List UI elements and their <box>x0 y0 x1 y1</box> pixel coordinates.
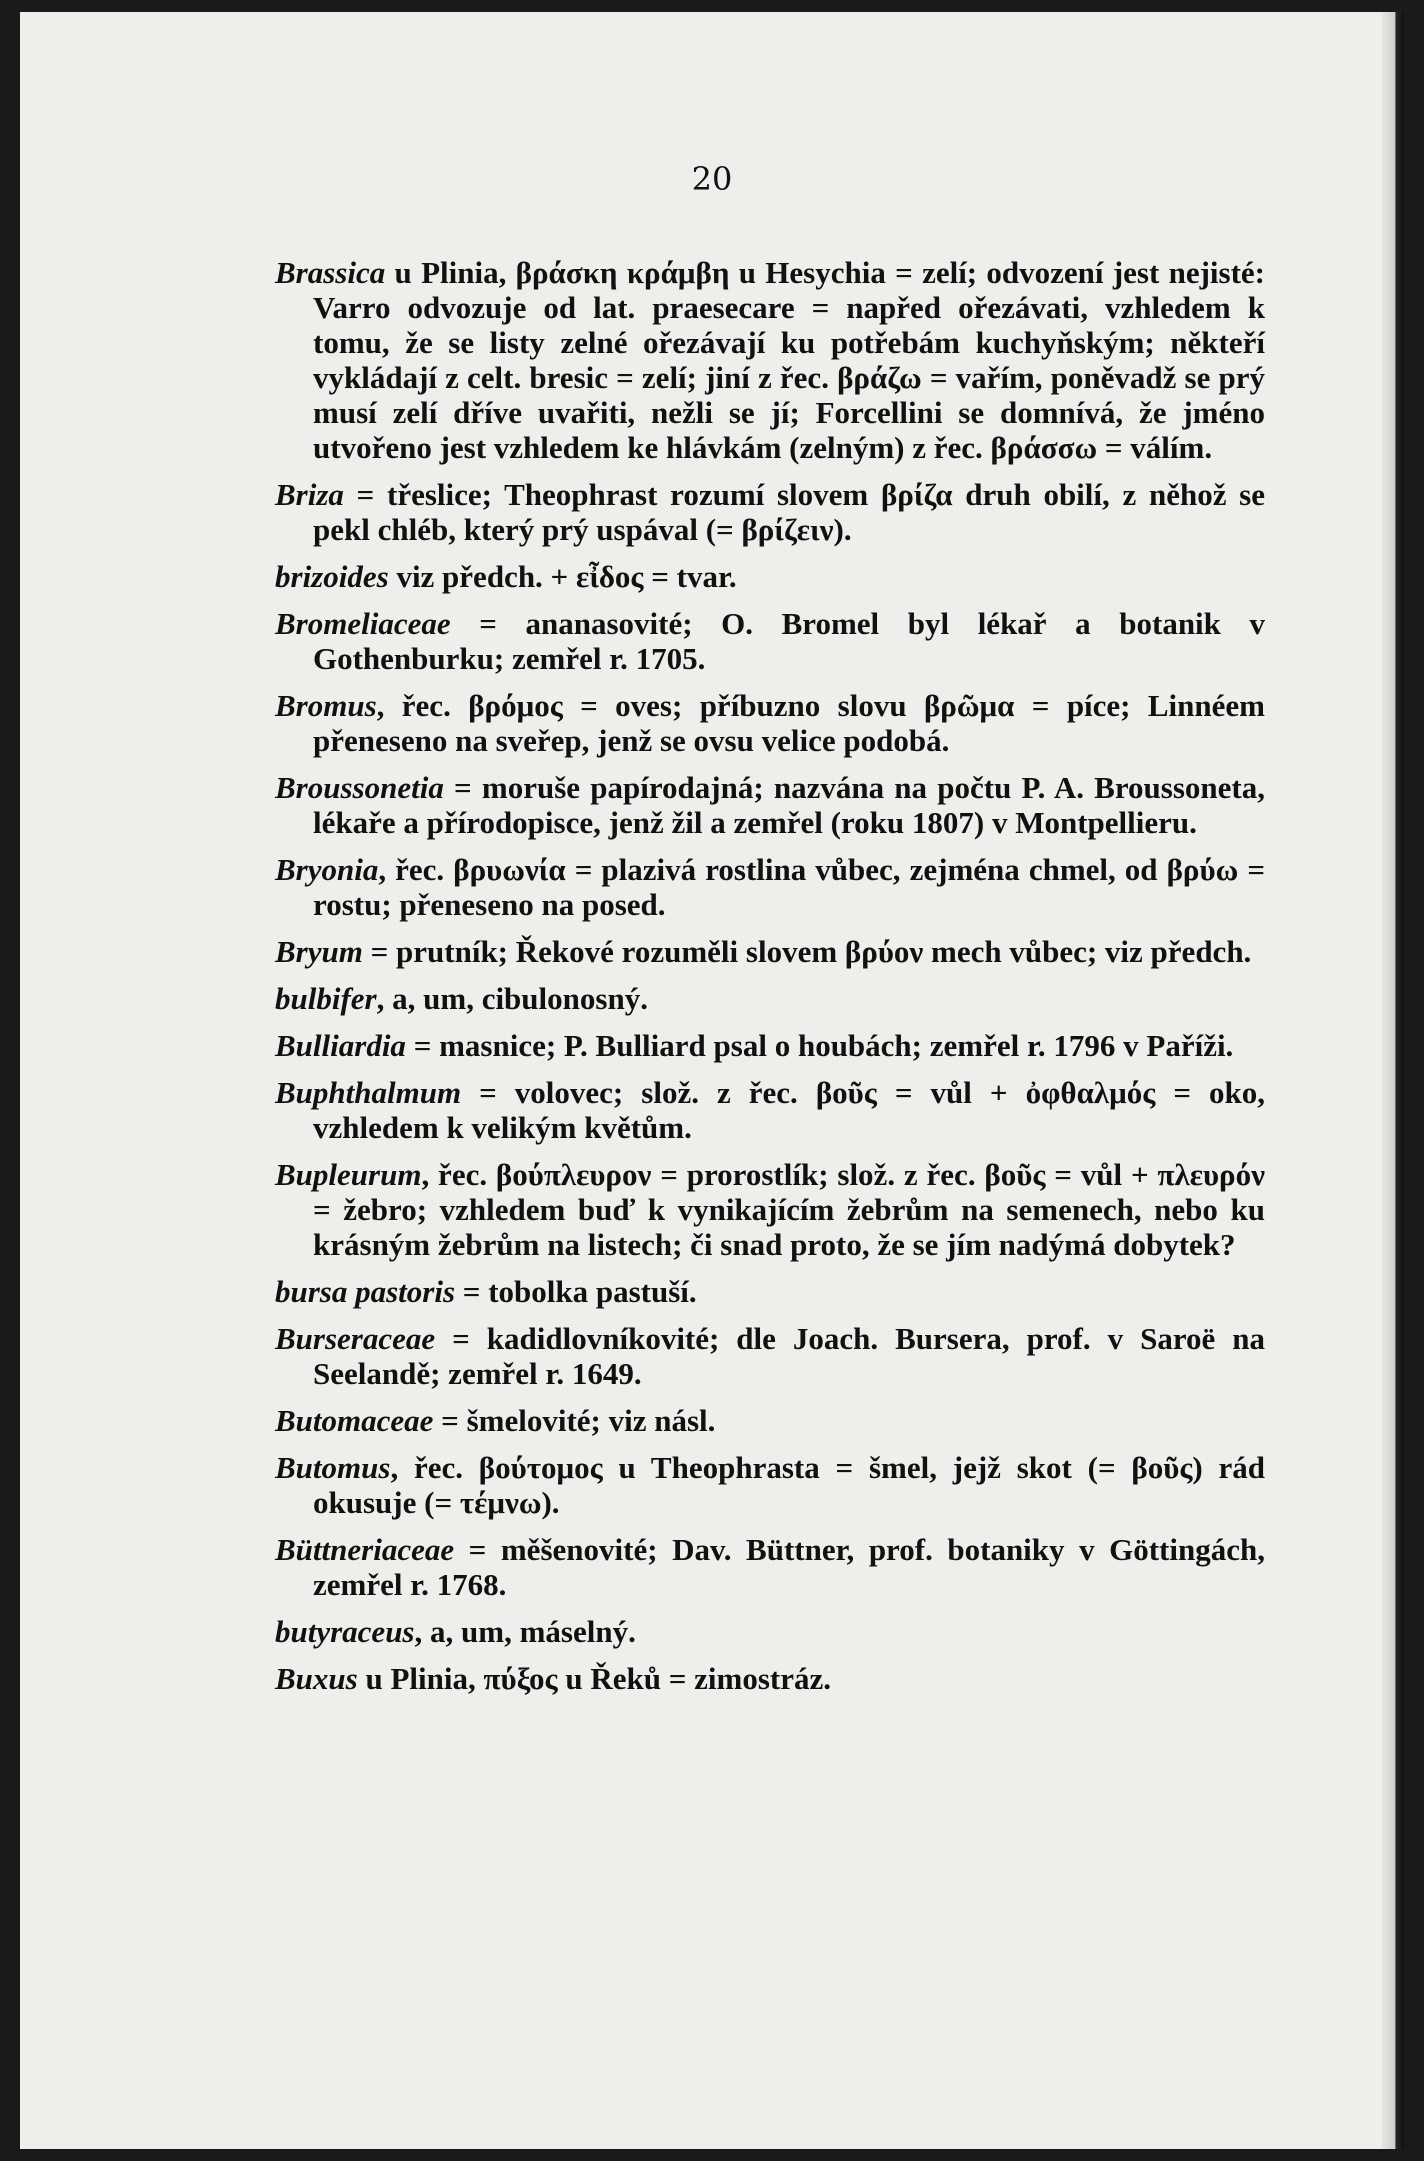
entry-text: = moruše papírodajná; nazvána na počtu P. A. Broussoneta, lékaře a přírodopisce, jenž žil a zemřel (roku 1807) v Montpellieru. <box>313 770 1265 840</box>
entry-text: = měšenovité; Dav. Büttner, prof. botaniky v Göttingách, zemřel r. 1768. <box>313 1532 1265 1602</box>
entry-text: = kadidlovníkovité; dle Joach. Bursera, prof. v Saroë na Seelandě; zemřel r. 1649. <box>313 1321 1265 1391</box>
entry-term: bulbifer <box>275 981 377 1016</box>
dictionary-entry <box>275 1321 1265 1391</box>
entry-term: Bryum <box>275 934 363 969</box>
entry-text: = volovec; slož. z řec. βοῦς = vůl + ὀφθαλμός = oko, vzhledem k velikým květům. <box>313 1075 1265 1145</box>
entry-text: = třeslice; Theophrast rozumí slovem βρίζα druh obilí, z něhož se pekl chléb, který prý uspával (= βρίζειν). <box>313 477 1265 547</box>
entry-term: brizoides <box>275 559 389 594</box>
entry-text: = ananasovité; O. Bromel byl lékař a botanik v Gothenburku; zemřel r. 1705. <box>313 606 1265 676</box>
entry-term: Bromeliaceae <box>275 606 451 641</box>
page-number: 20 <box>691 160 733 198</box>
entry-term: Bulliardia <box>275 1028 406 1063</box>
entry-text: , řec. βούτομος u Theophrasta = šmel, jejž skot (= βοῦς) rád okusuje (= τέμνω). <box>313 1450 1265 1520</box>
entry-term: Büttneriaceae <box>275 1532 455 1567</box>
entry-term: Brassica <box>275 255 386 290</box>
entry-text: , řec. βρυωνία = plazivá rostlina vůbec, zejména chmel, od βρύω = rostu; přeneseno na posed. <box>313 852 1265 922</box>
dictionary-entry <box>275 770 1265 840</box>
entry-text: , řec. βρόμος = oves; příbuzno slovu βρῶμα = píce; Linnéem přeneseno na sveřep, jenž se ovsu velice podobá. <box>313 688 1265 758</box>
entry-text: = prutník; Řekové rozuměli slovem βρύον mech vůbec; viz předch. <box>362 934 1252 969</box>
entry-term: Broussonetia <box>275 770 444 805</box>
entry-term: Butomaceae <box>275 1403 434 1438</box>
dictionary-entry <box>275 559 1265 594</box>
dictionary-entry <box>275 1157 1265 1262</box>
dictionary-entry <box>275 1614 1265 1649</box>
entry-term: Butomus <box>275 1450 391 1485</box>
dictionary-entry <box>275 606 1265 676</box>
dictionary-entries <box>275 255 1265 1708</box>
entry-text: , a, um, máselný. <box>414 1614 636 1649</box>
page <box>20 12 1404 2149</box>
entry-term: Bupleurum <box>275 1157 422 1192</box>
entry-text: , řec. βούπλευρον = prorostlík; slož. z řec. βοῦς = vůl + πλευρόν = žebro; vzhledem buď k vynikajícím žebrům na semenech, nebo ku krásným žebrům na listech; či snad proto, že se jím nadýmá dobytek? <box>313 1157 1265 1262</box>
entry-text: = masnice; P. Bulliard psal o houbách; zemřel r. 1796 v Paříži. <box>405 1028 1234 1063</box>
dictionary-entry <box>275 981 1265 1016</box>
entry-text: = šmelovité; viz násl. <box>433 1403 716 1438</box>
entry-text: u Plinia, βράσκη κράμβη u Hesychia = zelí; odvození jest nejisté: Varro odvozuje od lat. praesecare = napřed ořezávati, vzhledem k tomu, že se listy zelné ořezávají ku potřebám kuchyňským; někteří vykládají z celt. bresic = zelí; jiní z řec. βράζω = vařím, poněvadž se prý musí zelí dříve uvařiti, nežli se jí; Forcellini se domnívá, že jméno utvořeno jest vzhledem ke hlávkám (zelným) z řec. βράσσω = válím. <box>313 255 1265 465</box>
entry-term: bursa pastoris <box>275 1274 456 1309</box>
book-spine-edge <box>1382 12 1404 2149</box>
entry-text: , a, um, cibulonosný. <box>376 981 648 1016</box>
dictionary-entry <box>275 852 1265 922</box>
dictionary-entry <box>275 688 1265 758</box>
entry-term: butyraceus <box>275 1614 415 1649</box>
entry-text: u Plinia, πύξος u Řeků = zimostráz. <box>357 1661 832 1696</box>
dictionary-entry <box>275 1274 1265 1309</box>
dictionary-entry <box>275 1532 1265 1602</box>
dictionary-entry <box>275 1075 1265 1145</box>
dictionary-entry <box>275 1403 1265 1438</box>
entry-term: Bryonia <box>275 852 379 887</box>
dictionary-entry <box>275 934 1265 969</box>
dictionary-entry <box>275 1028 1265 1063</box>
dictionary-entry <box>275 1661 1265 1696</box>
entry-term: Briza <box>275 477 344 512</box>
entry-term: Buxus <box>275 1661 358 1696</box>
dictionary-entry <box>275 255 1265 465</box>
entry-text: viz předch. + εἶδος = tvar. <box>388 559 737 594</box>
entry-term: Burseraceae <box>275 1321 436 1356</box>
dictionary-entry <box>275 1450 1265 1520</box>
dictionary-entry <box>275 477 1265 547</box>
entry-term: Buphthalmum <box>275 1075 462 1110</box>
entry-text: = tobolka pastuší. <box>455 1274 697 1309</box>
entry-term: Bromus <box>275 688 377 723</box>
